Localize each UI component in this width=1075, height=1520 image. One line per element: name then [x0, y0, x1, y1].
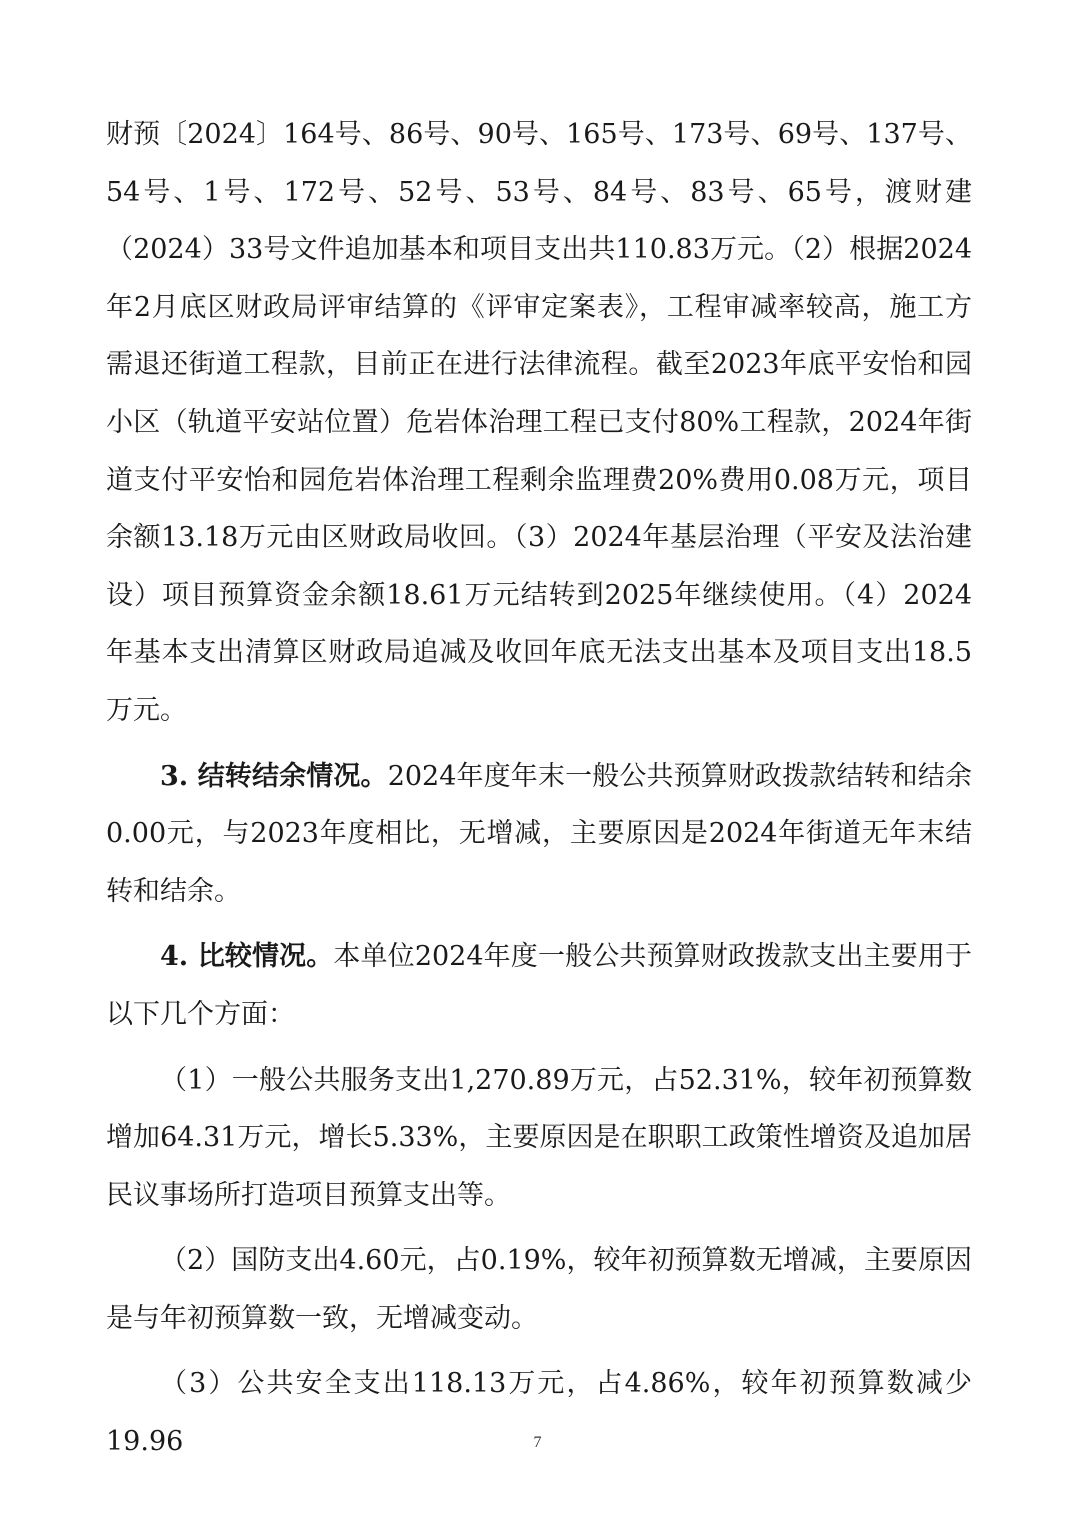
section-3-text: 2024年度年末一般公共预算财政拨款结转和结余0.00元，与2023年度相比，无增减，主要原因是2024年街道无年末结转和结余。 — [106, 760, 972, 907]
list-item-national-defense: （2）国防支出4.60元，占0.19%，较年初预算数无增减，主要原因是与年初预算数一致，无增减变动。 — [106, 1245, 972, 1334]
section-3-heading: 3. 结转结余情况。 — [160, 760, 388, 792]
paragraph-carryover: 财预〔2024〕164号、86号、90号、165号、173号、69号、137号、54号、1号、172号、52号、53号、84号、83号、65号，渡财建（2024）33号文件追加基本和项目支出共110.83万元。（2）根据2024年2月底区财政局评审结算的《评审定案表》，工程审减率较高，施工方需退还街道工程款，目前正在进行法律流程。截至2023年底平安怡和园小区（轨道平安站位置）危岩体治理工程已支付80%工程款，2024年街道支付平安怡和园危岩体治理工程剩余监理费20%费用0.08万元，项目余额13.18万元由区财政局收回。（3）2024年基层治理（平安及法治建设）项目预算资金余额18.61万元结转到2025年继续使用。（4）2024年基本支出清算区财政局追减及收回年底无法支出基本及项目支出18.5万元。 — [106, 119, 972, 726]
body-text — [106, 106, 972, 1471]
list-item-general-public-services: （1）一般公共服务支出1,270.89万元，占52.31%，较年初预算数增加64.31万元，增长5.33%，主要原因是在职职工政策性增资及追加居民议事场所打造项目预算支出等。 — [106, 1064, 972, 1211]
list-item-public-security: （3）公共安全支出118.13万元，占4.86%，较年初预算数减少19.96 — [106, 1368, 972, 1458]
section-3-paragraph — [106, 748, 972, 921]
page-number: 7 — [533, 1434, 542, 1451]
section-4-text: 本单位2024年度一般公共预算财政拨款支出主要用于以下几个方面： — [106, 941, 972, 1030]
section-4-paragraph — [106, 928, 972, 1043]
section-4-heading: 4. 比较情况。 — [160, 941, 334, 973]
